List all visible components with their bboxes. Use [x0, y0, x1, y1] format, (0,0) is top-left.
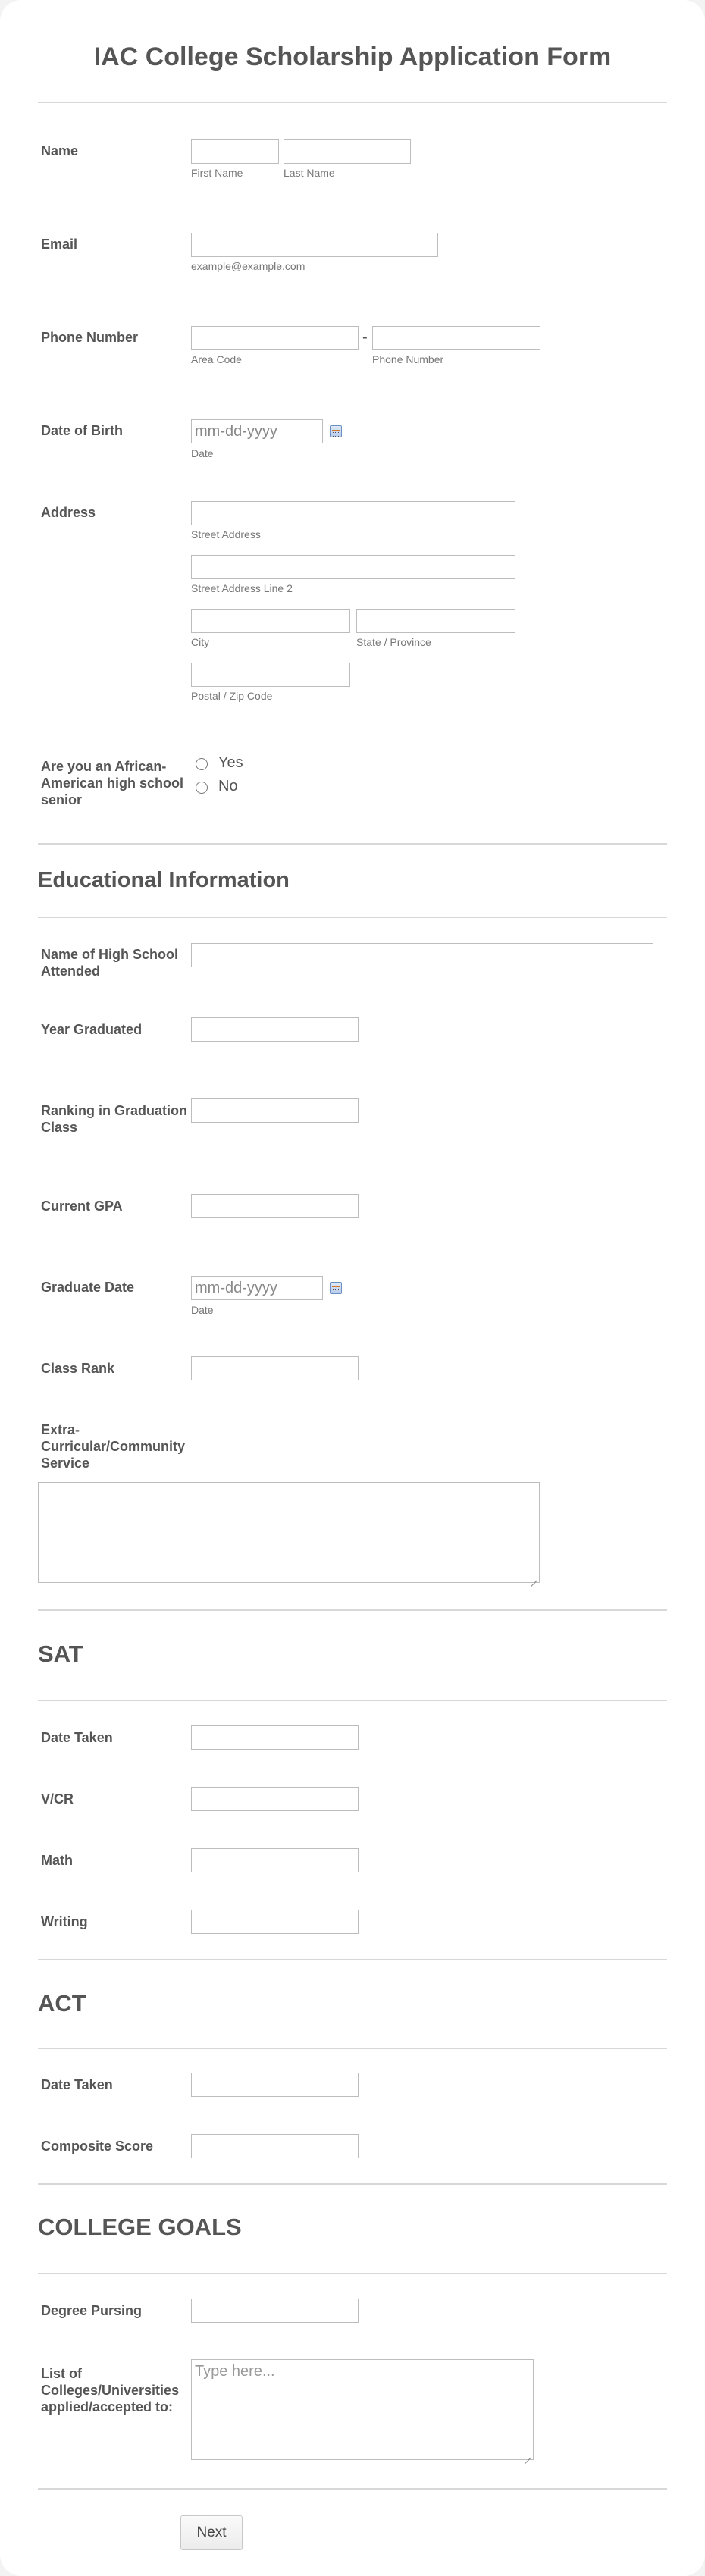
act-composite-label: Composite Score — [41, 2139, 154, 2154]
sat-date-taken-label: Date Taken — [41, 1730, 113, 1745]
divider — [38, 2048, 667, 2049]
next-button[interactable]: Next — [180, 2515, 243, 2550]
act-date-taken-input[interactable] — [191, 2073, 359, 2097]
divider — [38, 2273, 667, 2274]
divider — [38, 2488, 667, 2490]
divider — [38, 1609, 667, 1611]
form-title: IAC College Scholarship Application Form — [93, 42, 612, 71]
divider — [38, 1959, 667, 1960]
phone-label: Phone Number — [41, 330, 139, 345]
high-school-label: Name of High School Attended — [41, 947, 179, 979]
state-input[interactable] — [356, 609, 515, 633]
sat-vcr-label: V/CR — [41, 1791, 74, 1807]
city-sublabel: City — [191, 636, 210, 648]
city-input[interactable] — [191, 609, 350, 633]
radio-yes-label[interactable]: Yes — [218, 754, 243, 771]
first-name-input[interactable] — [191, 139, 279, 164]
radio-yes[interactable] — [196, 758, 208, 770]
street-address-sublabel: Street Address — [191, 528, 261, 541]
state-sublabel: State / Province — [356, 636, 431, 648]
ranking-label: Ranking in Graduation Class — [41, 1103, 188, 1135]
email-input[interactable] — [191, 233, 438, 257]
act-date-taken-label: Date Taken — [41, 2077, 113, 2092]
street-address-line2-sublabel: Street Address Line 2 — [191, 582, 293, 594]
graduate-date-label: Graduate Date — [41, 1280, 135, 1295]
sat-heading: SAT — [38, 1641, 83, 1667]
class-rank-label: Class Rank — [41, 1361, 115, 1376]
radio-no-label[interactable]: No — [218, 778, 238, 794]
resize-handle-icon[interactable] — [524, 2450, 531, 2458]
year-graduated-label: Year Graduated — [41, 1022, 143, 1037]
sat-math-label: Math — [41, 1853, 73, 1868]
degree-label: Degree Pursing — [41, 2303, 143, 2318]
colleges-textarea[interactable] — [191, 2359, 534, 2460]
street-address-line2-input[interactable] — [191, 555, 515, 579]
last-name-input[interactable] — [284, 139, 411, 164]
phone-number-input[interactable] — [372, 326, 540, 350]
dob-input[interactable]: mm-dd-yyyy — [191, 419, 323, 443]
class-rank-input[interactable] — [191, 1356, 359, 1380]
graduate-date-input[interactable]: mm-dd-yyyy — [191, 1276, 323, 1300]
email-sublabel: example@example.com — [191, 260, 306, 272]
dob-sublabel: Date — [191, 447, 214, 459]
extra-curricular-textarea[interactable] — [38, 1482, 540, 1583]
last-name-sublabel: Last Name — [284, 167, 335, 179]
divider — [38, 843, 667, 845]
radio-no[interactable] — [196, 782, 208, 794]
african-american-label: Are you an African-American high school senior — [41, 759, 184, 807]
graduate-date-sublabel: Date — [191, 1304, 214, 1316]
gpa-input[interactable] — [191, 1194, 359, 1218]
calendar-icon[interactable] — [330, 1282, 342, 1294]
divider — [38, 2183, 667, 2185]
postal-code-sublabel: Postal / Zip Code — [191, 690, 273, 702]
street-address-input[interactable] — [191, 501, 515, 525]
sat-date-taken-input[interactable] — [191, 1725, 359, 1750]
postal-code-input[interactable] — [191, 663, 350, 687]
divider — [38, 917, 667, 918]
ranking-input[interactable] — [191, 1098, 359, 1123]
college-goals-heading: COLLEGE GOALS — [38, 2214, 242, 2240]
calendar-icon[interactable] — [330, 425, 342, 437]
phone-dash: - — [362, 329, 368, 346]
divider — [38, 102, 667, 103]
phone-number-sublabel: Phone Number — [372, 353, 444, 365]
first-name-sublabel: First Name — [191, 167, 243, 179]
colleges-placeholder: Type here... — [195, 2363, 275, 2380]
area-code-input[interactable] — [191, 326, 359, 350]
email-label: Email — [41, 237, 78, 252]
resize-handle-icon[interactable] — [530, 1573, 537, 1581]
year-graduated-input[interactable] — [191, 1017, 359, 1042]
act-composite-input[interactable] — [191, 2134, 359, 2158]
gpa-label: Current GPA — [41, 1199, 123, 1214]
high-school-input[interactable] — [191, 943, 653, 967]
sat-math-input[interactable] — [191, 1848, 359, 1872]
degree-input[interactable] — [191, 2299, 359, 2323]
education-heading: Educational Information — [38, 868, 290, 892]
act-heading: ACT — [38, 1990, 86, 2017]
address-label: Address — [41, 505, 96, 520]
name-label: Name — [41, 143, 79, 158]
extra-curricular-label: Extra-Curricular/Community Service — [41, 1422, 186, 1471]
sat-writing-input[interactable] — [191, 1910, 359, 1934]
colleges-label: List of Colleges/Universities applied/accepted to: — [41, 2366, 180, 2415]
divider — [38, 1700, 667, 1701]
area-code-sublabel: Area Code — [191, 353, 242, 365]
dob-label: Date of Birth — [41, 423, 123, 438]
sat-writing-label: Writing — [41, 1914, 88, 1929]
sat-vcr-input[interactable] — [191, 1787, 359, 1811]
